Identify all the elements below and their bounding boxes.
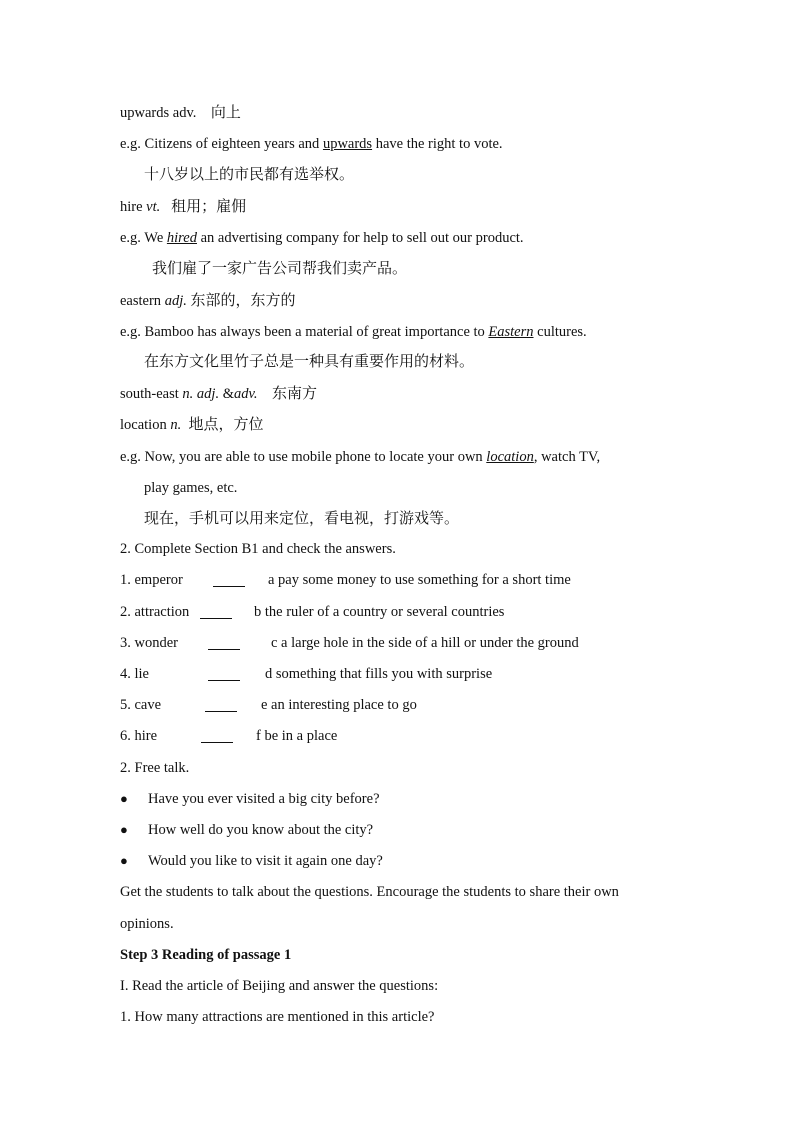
vocab-word: location [120,417,171,433]
section-b1-heading: 2. Complete Section B1 and check the answers. [120,541,396,557]
example-upwards [120,134,503,154]
bullet-text: Have you ever visited a big city before? [148,791,380,807]
example-text: e.g. Bamboo has always been a material of great importance to [120,324,489,340]
example-eastern [120,322,587,342]
bullet-text: Would you like to visit it again one day? [148,853,383,869]
example-keyword: location [486,449,534,465]
example-keyword: upwards [322,136,373,152]
vocab-word: hire [120,199,147,215]
matching-row [120,570,680,590]
vocab-word: south-east [120,386,183,402]
vocab-location [120,414,263,435]
matching-row [120,726,680,746]
matching-definition: b the ruler of a country or several countries [254,604,505,620]
answer-blank[interactable] [208,668,240,681]
bullet-item [120,789,420,809]
step3-heading: Step 3 Reading of passage 1 [120,947,292,963]
example-hire [120,228,524,248]
bullet-icon: ● [120,822,128,837]
example-text: an advertising company for help to sell out our product. [196,230,524,246]
matching-word: 2. attraction [120,604,190,620]
step3-question-1: 1. How many attractions are mentioned in this article? [120,1009,435,1025]
vocab-meaning: 东南方 [271,384,317,402]
vocab-eastern [120,290,295,311]
bullet-icon: ● [120,853,128,868]
vocab-meaning: 向上 [210,103,241,121]
translation-location: 现在，手机可以用来定位，看电视，打游戏等。 [144,509,460,527]
bullet-item [120,820,420,840]
matching-row [120,633,680,653]
vocab-hire [120,196,246,217]
matching-word: 1. emperor [120,572,183,588]
matching-definition: e an interesting place to go [261,697,417,713]
matching-definition: a pay some money to use something for a short time [268,572,571,588]
vocab-meaning: 地点，方位 [188,415,264,433]
answer-blank[interactable] [200,606,232,619]
vocab-word: upwards adv. [120,105,197,121]
example-text: have the right to vote. [372,136,503,152]
free-talk-heading: 2. Free talk. [120,760,190,776]
vocab-separator: & [219,386,234,402]
vocab-meaning: 东部的，东方的 [190,291,296,309]
bullet-icon: ● [120,791,128,806]
vocab-pos: vt. [146,199,161,215]
matching-row [120,695,680,715]
bullet-item [120,851,420,871]
vocab-upwards [120,102,241,123]
matching-definition: f be in a place [256,728,338,744]
example-text: e.g. We [120,230,167,246]
example-text: , watch TV, [533,449,601,465]
vocab-pos: n. [170,417,182,433]
vocab-pos: adv. [233,386,258,402]
example-text: e.g. Now, you are able to use mobile phone to locate your own [120,449,487,465]
vocab-pos: n. adj. [182,386,220,402]
example-text: e.g. Citizens of eighteen years and [120,136,323,152]
vocab-pos: adj. [164,293,187,309]
teacher-note-cont: opinions. [120,916,174,932]
example-location [120,447,600,467]
matching-word: 6. hire [120,728,158,744]
matching-definition: c a large hole in the side of a hill or under the ground [271,635,579,651]
vocab-southeast [120,383,317,404]
matching-word: 5. cave [120,697,162,713]
bullet-text: How well do you know about the city? [148,822,374,838]
matching-row [120,602,680,622]
example-keyword: Eastern [488,324,534,340]
translation-upwards: 十八岁以上的市民都有选举权。 [144,165,355,183]
answer-blank[interactable] [208,637,240,650]
answer-blank[interactable] [213,574,245,587]
example-keyword: hired [166,230,197,246]
answer-blank[interactable] [201,730,233,743]
example-location-cont: play games, etc. [144,480,238,496]
matching-word: 3. wonder [120,635,178,651]
teacher-note: Get the students to talk about the questions. Encourage the students to share their own [120,884,619,900]
matching-word: 4. lie [120,666,149,682]
vocab-meaning: 租用；雇佣 [171,197,247,215]
answer-blank[interactable] [205,699,237,712]
step3-instruction: I. Read the article of Beijing and answer the questions: [120,978,439,994]
matching-row [120,664,680,684]
translation-eastern: 在东方文化里竹子总是一种具有重要作用的材料。 [144,352,475,370]
translation-hire: 我们雇了一家广告公司帮我们卖产品。 [152,259,408,277]
example-text: cultures. [533,324,587,340]
matching-definition: d something that fills you with surprise [265,666,493,682]
vocab-word: eastern [120,293,165,309]
